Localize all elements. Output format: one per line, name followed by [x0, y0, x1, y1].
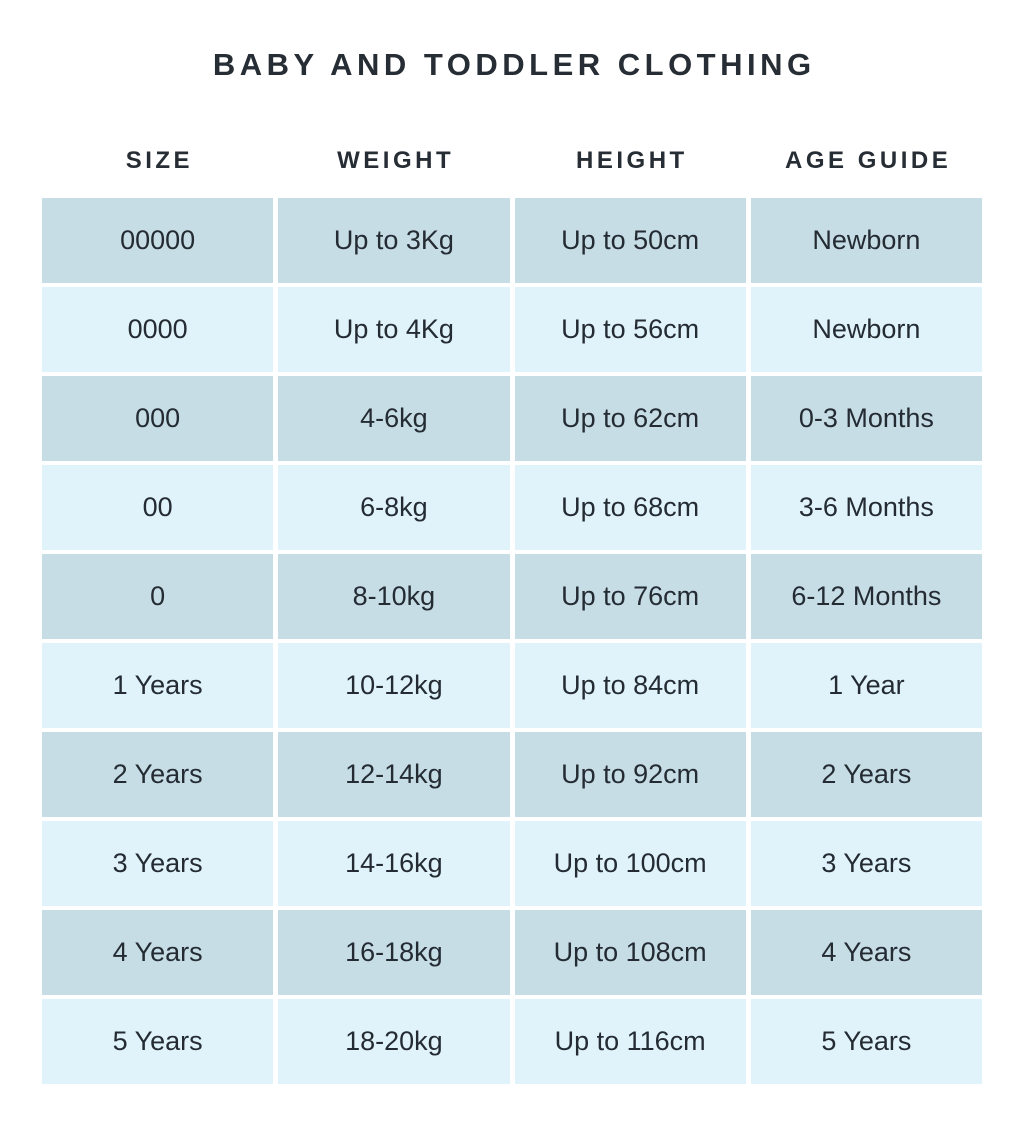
- table-cell-size-row-6: 1 Years: [42, 643, 273, 728]
- table-cell-height-row-1: Up to 50cm: [515, 198, 746, 283]
- table-cell-age-guide-row-8: 3 Years: [751, 821, 982, 906]
- table-cell-size-row-9: 4 Years: [42, 910, 273, 995]
- column-header-size: SIZE: [125, 147, 194, 174]
- table-cell-weight-row-2: Up to 4Kg: [278, 287, 509, 372]
- table-cell-weight-row-4: 6-8kg: [278, 465, 509, 550]
- table-cell-size-row-10: 5 Years: [42, 999, 273, 1084]
- column-header-weight: WEIGHT: [337, 147, 455, 174]
- table-cell-height-row-7: Up to 92cm: [515, 732, 746, 817]
- table-cell-size-row-2: 0000: [42, 287, 273, 372]
- page-title: BABY AND TODDLER CLOTHING: [212, 47, 816, 82]
- column-header-age-guide: AGE GUIDE: [785, 147, 952, 174]
- table-cell-height-row-2: Up to 56cm: [515, 287, 746, 372]
- table-cell-height-row-3: Up to 62cm: [515, 376, 746, 461]
- size-table: [42, 198, 982, 1084]
- table-cell-age-guide-row-9: 4 Years: [751, 910, 982, 995]
- table-cell-size-row-8: 3 Years: [42, 821, 273, 906]
- table-cell-age-guide-row-7: 2 Years: [751, 732, 982, 817]
- table-cell-age-guide-row-4: 3-6 Months: [751, 465, 982, 550]
- table-cell-weight-row-7: 12-14kg: [278, 732, 509, 817]
- table-cell-weight-row-9: 16-18kg: [278, 910, 509, 995]
- table-cell-weight-row-5: 8-10kg: [278, 554, 509, 639]
- table-cell-height-row-4: Up to 68cm: [515, 465, 746, 550]
- table-header-row: [42, 146, 982, 176]
- table-cell-weight-row-3: 4-6kg: [278, 376, 509, 461]
- table-cell-age-guide-row-5: 6-12 Months: [751, 554, 982, 639]
- table-cell-size-row-1: 00000: [42, 198, 273, 283]
- table-cell-weight-row-8: 14-16kg: [278, 821, 509, 906]
- table-cell-size-row-7: 2 Years: [42, 732, 273, 817]
- column-header-height: HEIGHT: [576, 147, 688, 174]
- table-cell-size-row-5: 0: [42, 554, 273, 639]
- table-cell-age-guide-row-6: 1 Year: [751, 643, 982, 728]
- table-cell-age-guide-row-10: 5 Years: [751, 999, 982, 1084]
- table-cell-weight-row-1: Up to 3Kg: [278, 198, 509, 283]
- table-cell-height-row-5: Up to 76cm: [515, 554, 746, 639]
- table-cell-age-guide-row-2: Newborn: [751, 287, 982, 372]
- table-cell-size-row-4: 00: [42, 465, 273, 550]
- table-cell-height-row-10: Up to 116cm: [515, 999, 746, 1084]
- table-cell-height-row-9: Up to 108cm: [515, 910, 746, 995]
- table-cell-age-guide-row-1: Newborn: [751, 198, 982, 283]
- table-cell-weight-row-6: 10-12kg: [278, 643, 509, 728]
- table-cell-height-row-8: Up to 100cm: [515, 821, 746, 906]
- table-cell-age-guide-row-3: 0-3 Months: [751, 376, 982, 461]
- table-cell-height-row-6: Up to 84cm: [515, 643, 746, 728]
- table-cell-weight-row-10: 18-20kg: [278, 999, 509, 1084]
- table-cell-size-row-3: 000: [42, 376, 273, 461]
